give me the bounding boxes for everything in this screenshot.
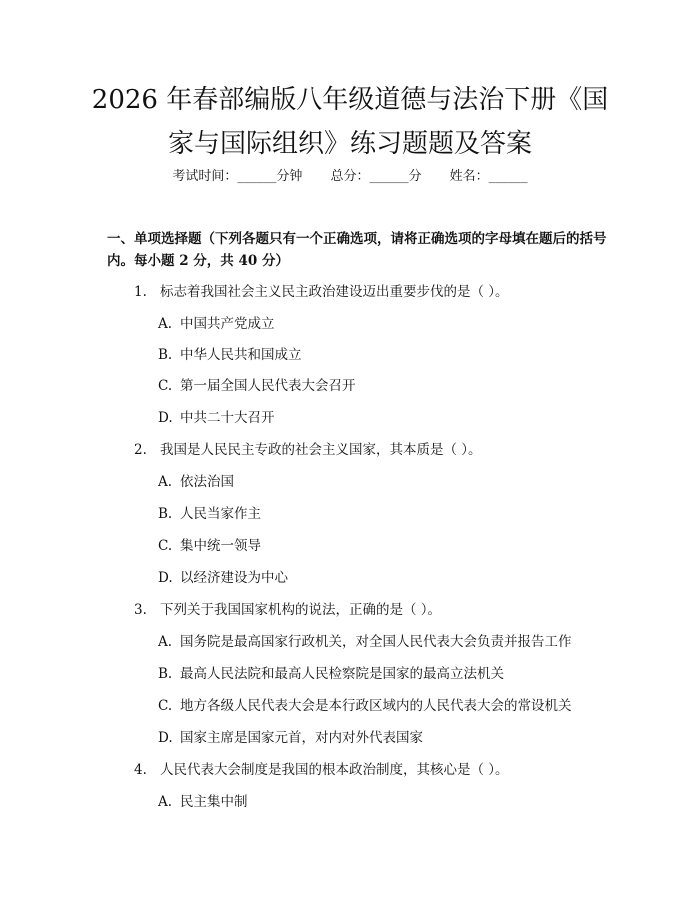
- option-text: 中华人民共和国成立: [180, 347, 302, 363]
- option: [158, 568, 288, 588]
- question: [134, 282, 509, 302]
- question-text: 下列关于我国国家机构的说法，正确的是（ ）。: [160, 602, 442, 618]
- option-letter: A.: [158, 794, 173, 810]
- option-letter: B.: [158, 666, 173, 682]
- option-letter: C.: [158, 378, 173, 394]
- option: [158, 728, 423, 748]
- option-letter: B.: [158, 506, 173, 522]
- option-letter: B.: [158, 347, 173, 363]
- question-number: 1.: [134, 284, 147, 300]
- option-letter: A.: [158, 474, 173, 490]
- option-text: 中国共产党成立: [180, 316, 275, 332]
- option-text: 以经济建设为中心: [180, 570, 288, 586]
- option-text: 国家主席是国家元首，对内对外代表国家: [180, 730, 423, 746]
- option-text: 人民当家作主: [180, 506, 261, 522]
- exam-info: [0, 166, 700, 188]
- option-letter: D.: [158, 570, 173, 586]
- question: [134, 600, 441, 620]
- question-number: 2.: [134, 442, 147, 458]
- option-letter: C.: [158, 698, 173, 714]
- exam-time: 考试时间：______分钟: [172, 169, 303, 184]
- exam-name: 姓名：______: [449, 169, 528, 184]
- question: [134, 440, 482, 460]
- option: [158, 345, 302, 365]
- option-text: 最高人民法院和最高人民检察院是国家的最高立法机关: [180, 666, 504, 682]
- option: [158, 696, 572, 716]
- option-text: 国务院是最高国家行政机关，对全国人民代表大会负责并报告工作: [180, 634, 572, 650]
- option: [158, 472, 234, 492]
- option-text: 民主集中制: [180, 794, 248, 810]
- option-text: 中共二十大召开: [180, 410, 275, 426]
- option: [158, 792, 248, 812]
- title-line-2: 家与国际组织》练习题题及答案: [167, 129, 532, 159]
- question-text: 我国是人民民主专政的社会主义国家，其本质是（ ）。: [160, 442, 482, 458]
- option: [158, 664, 504, 684]
- option: [158, 632, 572, 652]
- option-letter: A.: [158, 316, 173, 332]
- option-text: 依法治国: [180, 474, 234, 490]
- option-letter: C.: [158, 538, 173, 554]
- section-heading: 一、单项选择题（下列各题只有一个正确选项，请将正确选项的字母填在题后的括号内。每小题 2 分，共 40 分）: [107, 231, 607, 269]
- option-letter: A.: [158, 634, 173, 650]
- option: [158, 504, 261, 524]
- option-text: 集中统一领导: [180, 538, 261, 554]
- option-letter: D.: [158, 410, 173, 426]
- option: [158, 314, 275, 334]
- option-letter: D.: [158, 730, 173, 746]
- document-title: [60, 78, 640, 166]
- option: [158, 536, 261, 556]
- option: [158, 376, 356, 396]
- question-text: 人民代表大会制度是我国的根本政治制度，其核心是（ ）。: [160, 762, 509, 778]
- question-number: 3.: [134, 602, 147, 618]
- option: [158, 408, 275, 428]
- question-text: 标志着我国社会主义民主政治建设迈出重要步伐的是（ ）。: [160, 284, 509, 300]
- option-text: 第一届全国人民代表大会召开: [180, 378, 356, 394]
- question-number: 4.: [134, 762, 147, 778]
- exam-score: 总分：______分: [330, 169, 422, 184]
- option-text: 地方各级人民代表大会是本行政区域内的人民代表大会的常设机关: [180, 698, 572, 714]
- question: [134, 760, 509, 780]
- title-line-1: 2026 年春部编版八年级道德与法治下册《国: [91, 85, 609, 115]
